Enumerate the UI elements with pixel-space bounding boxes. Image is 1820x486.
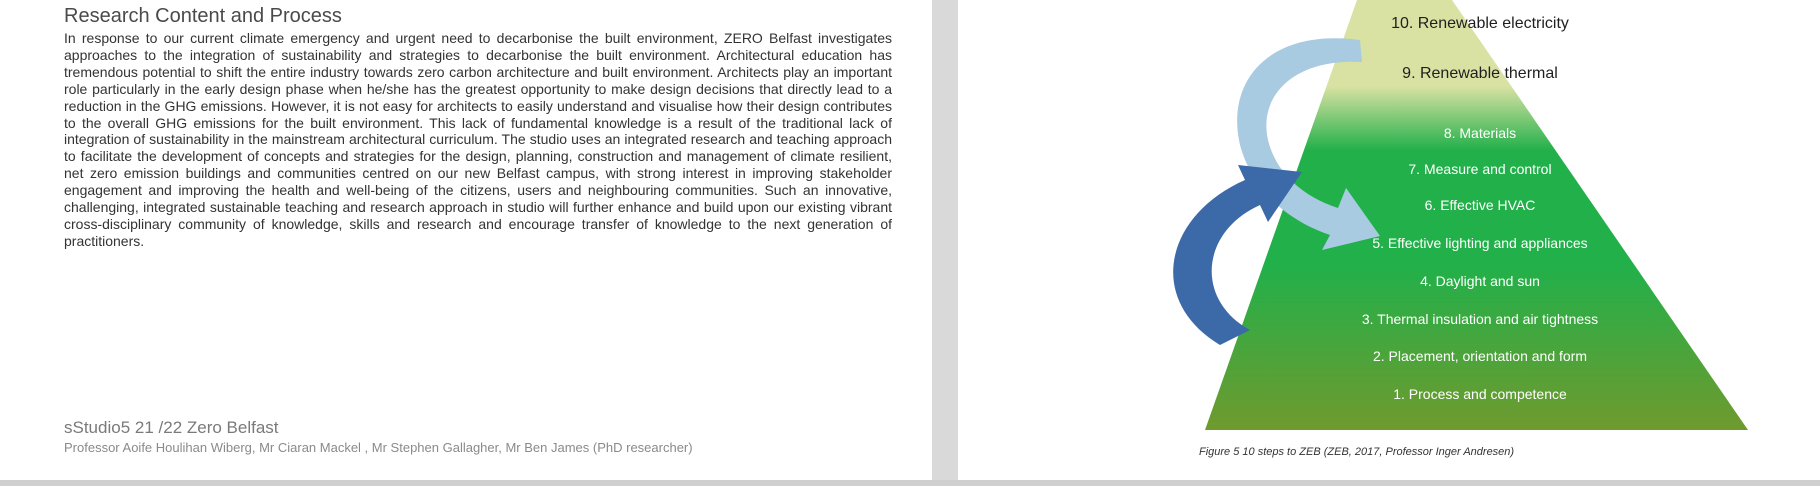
body-paragraph: In response to our current climate emergency and urgent need to decarbonise the built environment, ZERO Belfast investigates approaches to the integration of sustainability and strategies to decarbonise the built environment. Architectural education has tremendous potential to shift the entire industry towards zero carbon architecture and built environment. Architects play an important role particularly in the early design phase when he/she has the greatest opportunity to make design decisions that directly lead to a reduction in the GHG emissions. However, it is not easy for architects to easily understand and visualise how their design contributes to the overall GHG emissions for the built environment. This lack of fundamental knowledge is a result of the traditional lack of integration of sustainability in the mainstream architectural curriculum. The studio uses an integrated research and teaching approach to facilitate the development of concepts and strategies for the design, planning, construction and management of climate resilient, net zero emission buildings and communities centred on our new Belfast campus, with strong interest in improving stakeholder engagement and improving the health and well-being of the citizens, users and neighbouring communities. Such an innovative, challenging, integrated sustainable teaching and research approach in studio will further enhance and build upon our existing vibrant cross-disciplinary community of knowledge, skills and research and encourage transfer of knowledge to the next generation of practitioners. — [64, 30, 892, 249]
step-5-label: 5. Effective lighting and appliances — [1372, 235, 1588, 251]
section-heading: Research Content and Process — [64, 5, 342, 27]
step-7-label: 7. Measure and control — [1408, 161, 1552, 177]
credits-line: Professor Aoife Houlihan Wiberg, Mr Ciaran Mackel , Mr Stephen Gallagher, Mr Ben James (PhD researcher) — [64, 440, 693, 455]
step-2-label: 2. Placement, orientation and form — [1372, 348, 1588, 364]
bottom-edge — [0, 480, 1820, 486]
step-8-label: 8. Materials — [1443, 125, 1517, 141]
step-10-label: 10. Renewable electricity — [1391, 15, 1569, 32]
step-1-label: 1. Process and competence — [1393, 386, 1567, 402]
figure-caption: Figure 5 10 steps to ZEB (ZEB, 2017, Professor Inger Andresen) — [1199, 446, 1515, 458]
step-6-label: 6. Effective HVAC — [1424, 197, 1536, 213]
step-9-label: 9. Renewable thermal — [1402, 65, 1558, 82]
studio-title: sStudio5 21 /22 Zero Belfast — [64, 418, 279, 437]
step-3-label: 3. Thermal insulation and air tightness — [1361, 311, 1599, 327]
step-4-label: 4. Daylight and sun — [1420, 273, 1540, 289]
